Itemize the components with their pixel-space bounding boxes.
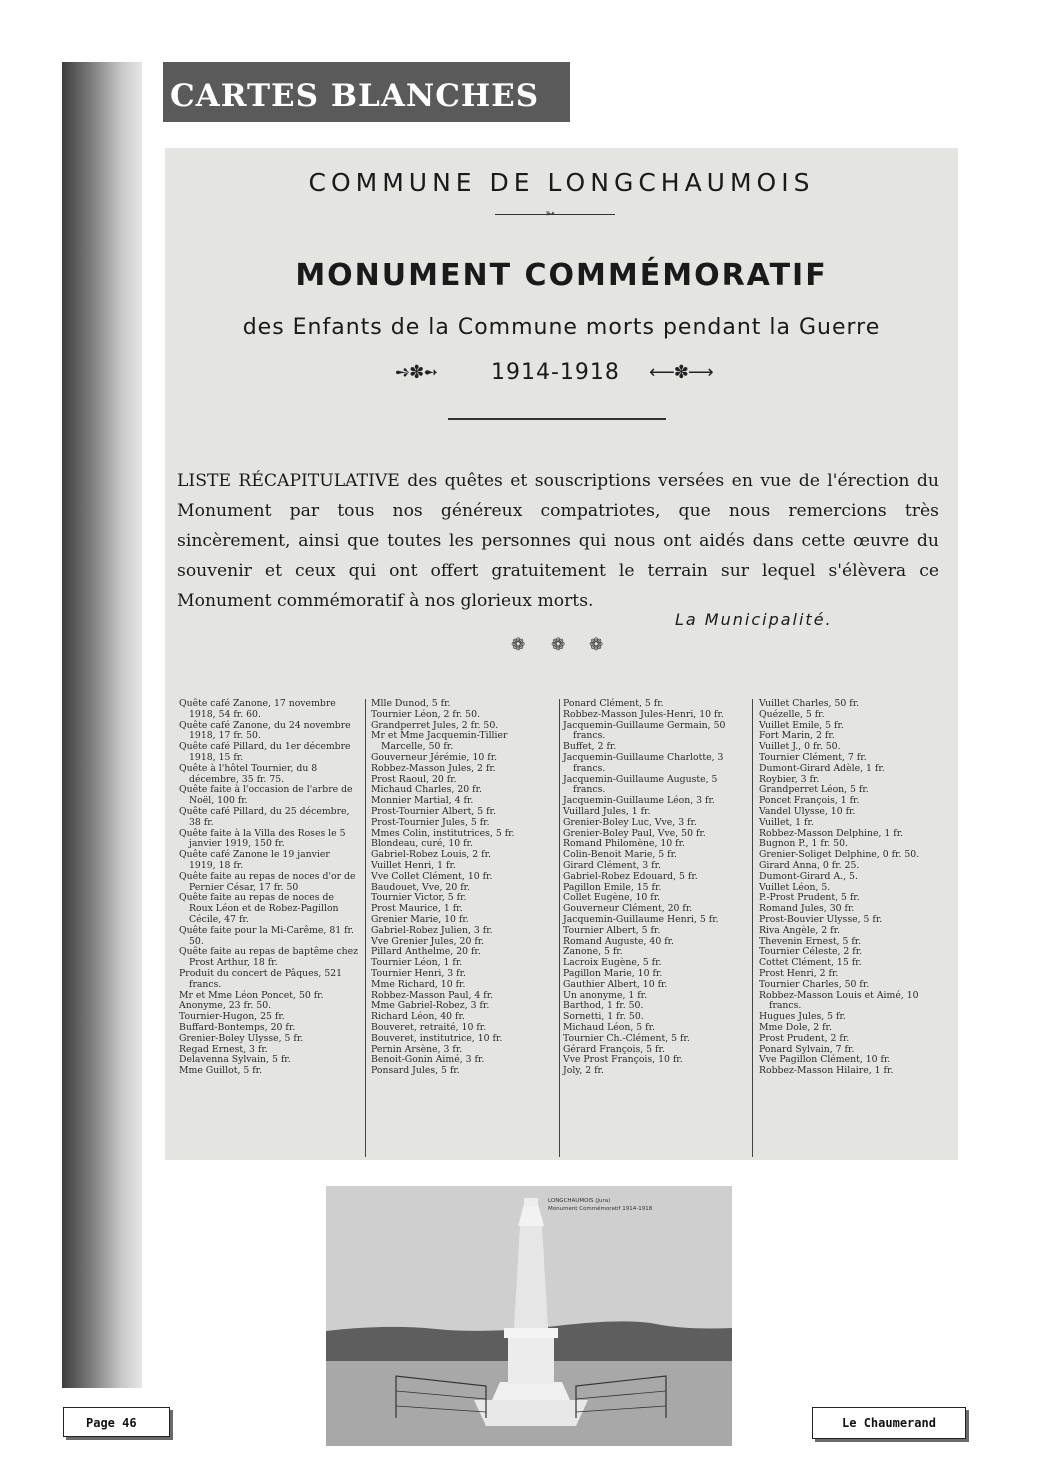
donor-entry: Vve Grenier Jules, 20 fr. bbox=[371, 935, 485, 947]
donor-entry: Quête faite à l'occasion de l'arbre de Noël, 100 fr. bbox=[179, 784, 353, 807]
donor-entry: Colin-Benoit Marie, 5 fr. bbox=[563, 849, 677, 861]
donor-entry: P.-Prost Prudent, 5 fr. bbox=[759, 892, 860, 904]
donor-entry: Tournier Albert, 5 fr. bbox=[563, 924, 661, 936]
fleuron-icon: ❁ bbox=[589, 635, 604, 655]
donor-entry: Ponard Sylvain, 7 fr. bbox=[759, 1043, 855, 1055]
donor-entry: Blondeau, curé, 10 fr. bbox=[371, 838, 473, 850]
magazine-name: Le Chaumerand bbox=[842, 1416, 936, 1430]
donor-entry: Dumont-Girard Adèle, 1 fr. bbox=[759, 762, 885, 774]
donor-entry: Buffet, 2 fr. bbox=[563, 741, 617, 753]
donor-entry: Prost Maurice, 1 fr. bbox=[371, 903, 463, 915]
donor-entry: Collet Eugène, 10 fr. bbox=[563, 892, 661, 904]
poster-intro-paragraph: LISTE RÉCAPITULATIVE des quêtes et souscriptions versées en vue de l'érection du Monument par tous nos généreux compatriotes, que nous remercions très sincèrement, ainsi que toutes les personnes qui nous ont aidés dans cette œuvre du souvenir et ceux qui ont offert gratuitement le terrain sur lequel s'élèvera ce Monument commémoratif à nos glorieux morts. bbox=[177, 471, 939, 611]
donor-entry: Barthod, 1 fr. 50. bbox=[563, 1000, 644, 1012]
donor-entry: Anonyme, 23 fr. 50. bbox=[179, 1000, 272, 1012]
donor-entry: Quête faite au repas de noces de Roux Léon et de Robez-Pagillon Cécile, 47 fr. bbox=[179, 892, 339, 925]
donor-entry: Gabriel-Robez Louis, 2 fr. bbox=[371, 849, 491, 861]
donor-entry: Girard Anna, 0 fr. 25. bbox=[759, 859, 860, 871]
donor-entry: Gabriel-Robez Julien, 3 fr. bbox=[371, 924, 493, 936]
poster-commune-heading: COMMUNE DE LONGCHAUMOIS bbox=[308, 168, 815, 197]
donor-entry: Mmes Colin, institutrices, 5 fr. bbox=[371, 827, 515, 839]
donor-entry: Cottet Clément, 15 fr. bbox=[759, 957, 862, 969]
donor-entry: Robbez-Masson Delphine, 1 fr. bbox=[759, 827, 904, 839]
donor-entry: Prost Raoul, 20 fr. bbox=[371, 773, 457, 785]
fleuron-icon: ❁ bbox=[551, 635, 566, 655]
donor-entry: Quête café Zanone, du 24 novembre 1918, 17 fr. 50. bbox=[179, 719, 351, 742]
donor-entry: Robbez-Masson Jules-Henri, 10 fr. bbox=[563, 708, 724, 720]
donor-entry: Jacquemin-Guillaume Henri, 5 fr. bbox=[563, 913, 719, 925]
postcard-caption bbox=[548, 1197, 708, 1213]
donor-entry: Robbez-Masson Jules, 2 fr. bbox=[371, 762, 496, 774]
donor-entry: Vandel Ulysse, 10 fr. bbox=[759, 805, 856, 817]
page-number-box bbox=[63, 1407, 170, 1437]
donor-entry: Bouveret, retraité, 10 fr. bbox=[371, 1021, 487, 1033]
donor-entry: Mr et Mme Jacquemin-Tillier Marcelle, 50 fr. bbox=[371, 730, 508, 753]
donor-entry: Quête café Zanone le 19 janvier 1919, 18 fr. bbox=[179, 849, 330, 871]
donor-entry: Thevenin Ernest, 5 fr. bbox=[759, 935, 862, 947]
donor-entry: Tournier Clément, 7 fr. bbox=[759, 751, 867, 763]
poster-title: MONUMENT COMMÉMORATIF bbox=[295, 258, 828, 293]
donor-entry: Ponard Clément, 5 fr. bbox=[563, 698, 664, 709]
column-divider bbox=[752, 699, 753, 1157]
donor-entry: Tournier Léon, 1 fr. bbox=[371, 957, 463, 969]
donor-entry: Vve Collet Clément, 10 fr. bbox=[371, 870, 493, 882]
donor-entry: Tournier-Hugon, 25 fr. bbox=[179, 1011, 285, 1023]
donor-entry: Vuillet Charles, 50 fr. bbox=[759, 698, 860, 709]
donor-entry: Hugues Jules, 5 fr. bbox=[759, 1011, 846, 1023]
donor-entry: Prost Prudent, 2 fr. bbox=[759, 1032, 850, 1044]
donor-entry: Un anonyme, 1 fr. bbox=[563, 989, 648, 1001]
donor-entry: Richard Léon, 40 fr. bbox=[371, 1011, 465, 1023]
poster-signature: La Municipalité. bbox=[675, 610, 833, 629]
donor-entry: Tournier Henri, 3 fr. bbox=[371, 967, 466, 979]
donor-entry: Produit du concert de Pâques, 521 francs. bbox=[179, 967, 343, 990]
donor-column-2 bbox=[371, 699, 553, 1077]
donor-entry: Mme Guillot, 5 fr. bbox=[179, 1065, 263, 1077]
donor-entry: Tournier Victor, 5 fr. bbox=[371, 892, 467, 904]
donor-entry: Quête à l'hôtel Tournier, du 8 décembre, 35 fr. 75. bbox=[179, 762, 318, 785]
donor-entry: Vuillet Emile, 5 fr. bbox=[759, 719, 844, 731]
donor-entry: Grandperret Léon, 5 fr. bbox=[759, 784, 869, 796]
postcard-caption-place: LONGCHAUMOIS (Jura) bbox=[548, 1198, 611, 1204]
donor-entry: Joly, 2 fr. bbox=[563, 1065, 604, 1077]
donor-column-4 bbox=[759, 699, 949, 1077]
donor-entry: Vuillet, 1 fr. bbox=[759, 816, 814, 828]
donor-entry: Gabriel-Robez Edouard, 5 fr. bbox=[563, 870, 698, 882]
donor-entry: Robbez-Masson Hilaire, 1 fr. bbox=[759, 1065, 894, 1077]
donor-entry: Benoit-Gonin Aimé, 3 fr. bbox=[371, 1054, 485, 1066]
donor-entry: Tournier Ch.-Clément, 5 fr. bbox=[563, 1032, 690, 1044]
monument-illustration bbox=[326, 1186, 732, 1446]
donor-entry: Mme Gabriel-Robez, 3 fr. bbox=[371, 1000, 490, 1012]
donor-entry: Pernin Arsène, 3 fr. bbox=[371, 1043, 463, 1055]
donor-entry: Prost Henri, 2 fr. bbox=[759, 967, 839, 979]
donor-entry: Quézelle, 5 fr. bbox=[759, 708, 825, 720]
donor-entry: Baudouet, Vve, 20 fr. bbox=[371, 881, 471, 893]
donor-entry: Dumont-Girard A., 5. bbox=[759, 870, 858, 882]
donor-entry: Pagillon Marie, 10 fr. bbox=[563, 967, 663, 979]
donor-entry: Quête faite à la Villa des Roses le 5 janvier 1919, 150 fr. bbox=[179, 827, 346, 850]
donor-entry: Quête faite au repas de noces d'or de Pernier César, 17 fr. 50 bbox=[179, 870, 356, 893]
donor-entry: Monnier Martial, 4 fr. bbox=[371, 795, 474, 807]
donor-entry: Gouverneur Jérémie, 10 fr. bbox=[371, 751, 498, 763]
poster-years: 1914-1918 bbox=[491, 360, 620, 385]
donor-entry: Mlle Dunod, 5 fr. bbox=[371, 698, 451, 709]
monument-poster bbox=[165, 148, 958, 1160]
donor-entry: Lacroix Eugène, 5 fr. bbox=[563, 957, 662, 969]
donor-entry: Sornetti, 1 fr. 50. bbox=[563, 1011, 644, 1023]
donor-entry: Jacquemin-Guillaume Charlotte, 3 francs. bbox=[563, 751, 724, 774]
donor-entry: Girard Clément, 3 fr. bbox=[563, 859, 661, 871]
donor-entry: Tournier Céleste, 2 fr. bbox=[759, 946, 863, 958]
page-number: Page 46 bbox=[86, 1416, 137, 1430]
donor-entry: Riva Angèle, 2 fr. bbox=[759, 924, 840, 936]
magazine-name-box bbox=[812, 1407, 966, 1439]
donor-entry: Mme Richard, 10 fr. bbox=[371, 978, 466, 990]
donor-entry: Pagillon Emile, 15 fr. bbox=[563, 881, 662, 893]
donor-entry: Buffard-Bontemps, 20 fr. bbox=[179, 1021, 296, 1033]
donor-entry: Jacquemin-Guillaume Auguste, 5 francs. bbox=[563, 773, 718, 796]
donor-entry: Tournier Léon, 2 fr. 50. bbox=[371, 708, 480, 720]
donor-entry: Michaud Charles, 20 fr. bbox=[371, 784, 482, 796]
ornament-arrow-icon: ➳ bbox=[545, 206, 556, 220]
donor-entry: Prost-Tournier Jules, 5 fr. bbox=[371, 816, 490, 828]
donor-entry: Pillard Anthelme, 20 fr. bbox=[371, 946, 481, 958]
donor-entry: Zanone, 5 fr. bbox=[563, 946, 623, 958]
donor-entry: Vuillet Léon, 5. bbox=[759, 881, 831, 893]
section-title: CARTES BLANCHES bbox=[170, 78, 540, 114]
donor-entry: Jacquemin-Guillaume Germain, 50 francs. bbox=[563, 719, 726, 742]
ornament-rule-bottom bbox=[448, 418, 666, 420]
donor-entry: Robbez-Masson Louis et Aimé, 10 francs. bbox=[759, 989, 919, 1012]
poster-subtitle: des Enfants de la Commune morts pendant la Guerre bbox=[242, 315, 881, 340]
donor-entry: Vuillet Henri, 1 fr. bbox=[371, 859, 456, 871]
column-divider bbox=[365, 699, 366, 1157]
donor-entry: Gérard François, 5 fr. bbox=[563, 1043, 665, 1055]
donor-entry: Quête faite au repas de baptême chez Prost Arthur, 18 fr. bbox=[179, 946, 359, 969]
flourish-left-icon: ➺✽➻ bbox=[395, 362, 438, 383]
donor-entry: Quête faite pour la Mi-Carême, 81 fr. 50. bbox=[179, 924, 354, 947]
donor-entry: Michaud Léon, 5 fr. bbox=[563, 1021, 655, 1033]
donor-entry: Jacquemin-Guillaume Léon, 3 fr. bbox=[563, 795, 715, 807]
donor-entry: Gouverneur Clément, 20 fr. bbox=[563, 903, 693, 915]
sidebar-gradient-bar bbox=[62, 62, 142, 1388]
donor-entry: Gauthier Albert, 10 fr. bbox=[563, 978, 668, 990]
donor-entry: Romand Auguste, 40 fr. bbox=[563, 935, 675, 947]
donor-entry: Vuillet J., 0 fr. 50. bbox=[759, 741, 841, 753]
donor-entry: Regad Ernest, 3 fr. bbox=[179, 1043, 268, 1055]
donor-entry: Prost-Bouvier Ulysse, 5 fr. bbox=[759, 913, 883, 925]
donor-entry: Tournier Charles, 50 fr. bbox=[759, 978, 870, 990]
donor-entry: Grenier-Soliget Delphine, 0 fr. 50. bbox=[759, 849, 920, 861]
donor-entry: Vve Prost François, 10 fr. bbox=[563, 1054, 683, 1066]
donor-entry: Roybier, 3 fr. bbox=[759, 773, 820, 785]
flourish-right-icon: ⟵✽⟶ bbox=[649, 362, 713, 383]
monument-postcard-photo bbox=[326, 1186, 732, 1446]
postcard-caption-title: Monument Commémoratif 1914-1918 bbox=[548, 1206, 653, 1212]
donor-entry: Fort Marin, 2 fr. bbox=[759, 730, 835, 742]
donor-entry: Bouveret, institutrice, 10 fr. bbox=[371, 1032, 503, 1044]
donor-entry: Romand Jules, 30 fr. bbox=[759, 903, 855, 915]
donor-entry: Grenier-Boley Paul, Vve, 50 fr. bbox=[563, 827, 706, 839]
donor-entry: Grenier Marie, 10 fr. bbox=[371, 913, 469, 925]
donor-entry: Mr et Mme Léon Poncet, 50 fr. bbox=[179, 989, 324, 1001]
donor-entry: Quête café Zanone, 17 novembre 1918, 54 fr. 60. bbox=[179, 698, 336, 720]
donor-entry: Grandperret Jules, 2 fr. 50. bbox=[371, 719, 499, 731]
column-divider bbox=[559, 699, 560, 1157]
donor-entry: Delavenna Sylvain, 5 fr. bbox=[179, 1054, 291, 1066]
donor-entry: Prost-Tournier Albert, 5 fr. bbox=[371, 805, 496, 817]
donor-column-1 bbox=[179, 699, 359, 1077]
donor-column-3 bbox=[563, 699, 749, 1077]
donor-entry: Quête café Pillard, du 1er décembre 1918, 15 fr. bbox=[179, 741, 351, 763]
donor-entry: Vve Pagillon Clément, 10 fr. bbox=[759, 1054, 891, 1066]
donor-entry: Grenier-Boley Ulysse, 5 fr. bbox=[179, 1032, 304, 1044]
fleuron-icon: ❁ bbox=[511, 635, 526, 655]
donor-entry: Quête café Pillard, du 25 décembre, 38 fr. bbox=[179, 805, 350, 828]
donor-entry: Romand Philomène, 10 fr. bbox=[563, 838, 685, 850]
donor-entry: Ponsard Jules, 5 fr. bbox=[371, 1065, 460, 1077]
donor-entry: Vuillard Jules, 1 fr. bbox=[563, 805, 651, 817]
donor-entry: Poncet François, 1 fr. bbox=[759, 795, 860, 807]
donor-entry: Robbez-Masson Paul, 4 fr. bbox=[371, 989, 494, 1001]
donor-entry: Grenier-Boley Luc, Vve, 3 fr. bbox=[563, 816, 697, 828]
donor-entry: Bugnon P., 1 fr. 50. bbox=[759, 838, 848, 850]
donor-entry: Mme Dole, 2 fr. bbox=[759, 1021, 832, 1033]
